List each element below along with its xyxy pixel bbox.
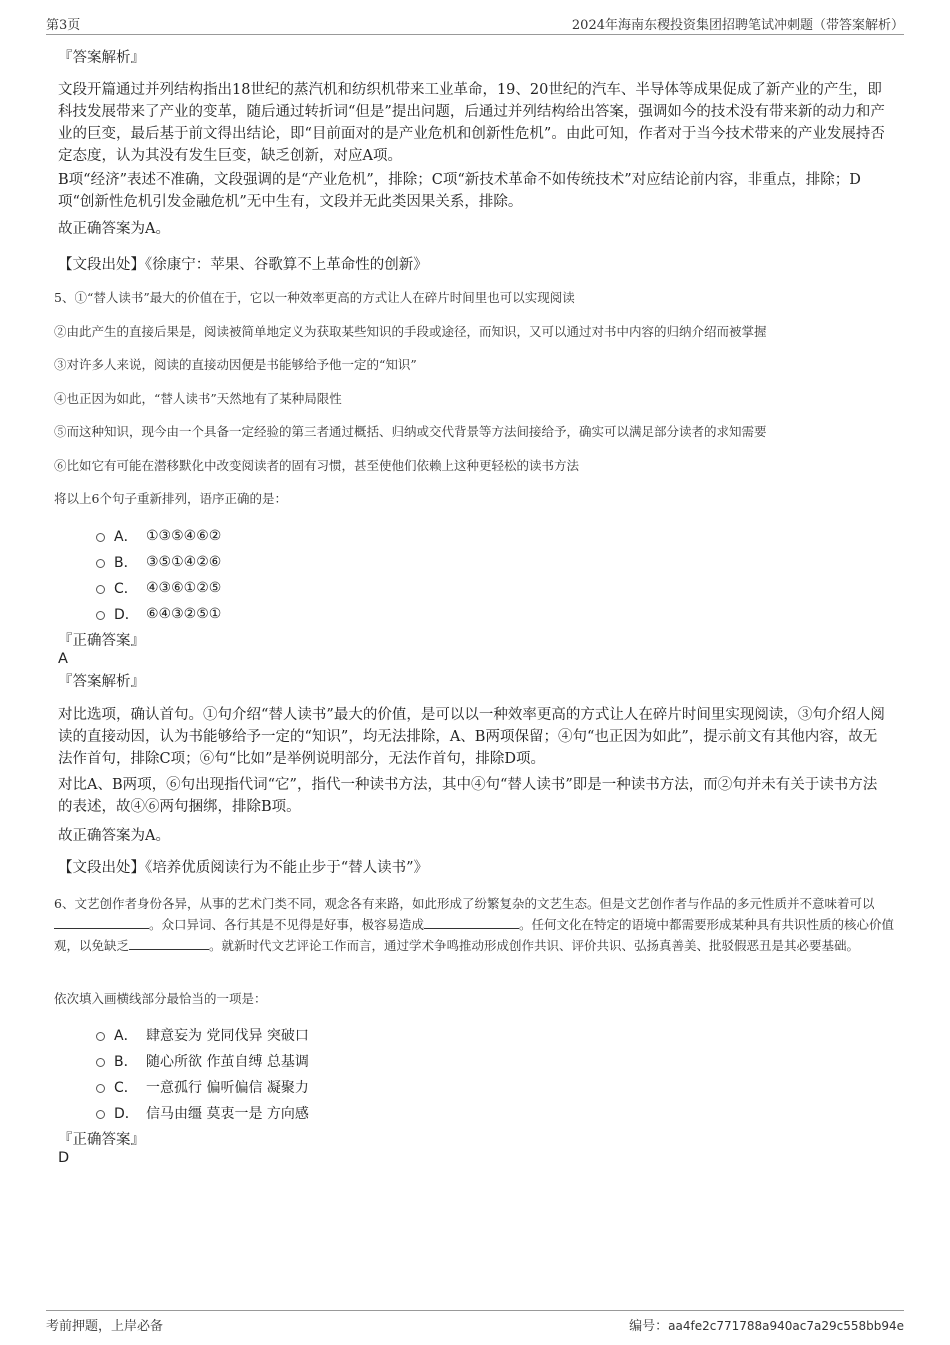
option-text: ③⑤①④②⑥ [146, 554, 222, 570]
document-title: 2024年海南东稷投资集团招聘笔试冲刺题（带答案解析） [571, 18, 904, 33]
option-key: B． [114, 1054, 138, 1070]
q5-conclusion: 故正确答案为A。 [58, 828, 170, 844]
q4-analysis-heading: 『答案解析』 [58, 50, 145, 66]
q6-stem-part-2: 。众口异词、各行其是不见得是好事，极容易造成 [149, 917, 425, 932]
q5-sentence-2: ②由此产生的直接后果是，阅读被简单地定义为获取某些知识的手段或途径，而知识，又可以通过对书中内容的归纳介绍而被掌握 [54, 324, 767, 339]
option-key: B． [114, 555, 138, 571]
fill-blank-2[interactable] [424, 916, 519, 929]
radio-icon[interactable] [96, 585, 105, 594]
q6-option-b[interactable] [96, 1051, 309, 1071]
q5-option-b[interactable] [96, 552, 221, 572]
q5-analysis-p1: 对比选项，确认首句。①句介绍“替人读书”最大的价值，是可以以一种效率更高的方式让人在碎片时间里实现阅读，③句介绍人阅读的直接动因，认为书能够给予一定的“知识”，均无法排除，A、B两项保留；④句“也正因为如此”，提示前文有其他内容，故无法作首句，排除C项；⑥句“比如”是举例说明部分，无法作首句，排除D项。 [58, 707, 885, 767]
q5-sentence-3: ③对许多人来说，阅读的直接动因便是书能够给予他一定的“知识” [54, 357, 417, 372]
option-key: C． [114, 581, 138, 597]
option-text: ①③⑤④⑥② [146, 528, 222, 544]
option-key: A． [114, 1028, 138, 1044]
q6-prompt: 依次填入画横线部分最恰当的一项是： [54, 991, 267, 1006]
q5-option-c[interactable] [96, 578, 221, 598]
option-key: D． [114, 1106, 139, 1122]
q5-analysis-heading: 『答案解析』 [58, 674, 145, 690]
q5-analysis-p2: 对比A、B两项，⑥句出现指代词“它”，指代一种读书方法，其中④句“替人读书”即是一种读书方法，而②句并未有关于读书方法的表述，故④⑥两句捆绑，排除B项。 [58, 777, 878, 815]
q5-sentence-6: ⑥比如它有可能在潜移默化中改变阅读者的固有习惯，甚至使他们依赖上这种更轻松的读书方法 [54, 458, 580, 473]
option-text: 信马由缰 莫衷一是 方向感 [146, 1106, 309, 1122]
q6-option-d[interactable] [96, 1103, 309, 1123]
q6-stem-part-4: 。就新时代文艺评论工作而言，通过学术争鸣推动形成创作共识、评价共识、弘扬真善美、批驳假恶丑是其必要基础。 [209, 938, 860, 953]
q4-conclusion: 故正确答案为A。 [58, 221, 170, 237]
q5-sentence-1: 5、①“替人读书”最大的价值在于，它以一种效率更高的方式让人在碎片时间里也可以实现阅读 [54, 290, 575, 305]
page-footer [46, 1310, 904, 1336]
fill-blank-3[interactable] [129, 937, 209, 950]
fill-blank-1[interactable] [54, 916, 149, 929]
q5-correct-answer: A [58, 651, 68, 667]
q4-analysis-p1: 文段开篇通过并列结构指出18世纪的蒸汽机和纺织机带来工业革命，19、20世纪的汽车、半导体等成果促成了新产业的产生，即科技发展带来了产业的变革，随后通过转折词“但是”提出问题，后通过并列结构给出答案，强调如今的技术没有带来新的动力和产业的巨变，最后基于前文得出结论，即“目前面对的是产业危机和创新性危机”。由此可知，作者对于当今技术带来的产业发展持否定态度，认为其没有发生巨变，缺乏创新，对应A项。 [58, 82, 885, 164]
q6-stem [54, 893, 904, 956]
q5-sentence-4: ④也正因为如此，“替人读书”天然地有了某种局限性 [54, 391, 342, 406]
radio-icon[interactable] [96, 559, 105, 568]
footer-slogan: 考前押题，上岸必备 [46, 1319, 164, 1334]
option-text: ④③⑥①②⑤ [146, 580, 222, 596]
radio-icon[interactable] [96, 1032, 105, 1041]
footer-serial [629, 1315, 904, 1334]
q5-source: 【文段出处】《培养优质阅读行为不能止步于“替人读书”》 [58, 860, 429, 876]
option-text: 一意孤行 偏听偏信 凝聚力 [146, 1080, 309, 1096]
option-text: 随心所欲 作茧自缚 总基调 [146, 1054, 309, 1070]
page-number: 第3页 [46, 18, 81, 33]
option-key: A． [114, 529, 138, 545]
option-text: 肆意妄为 党同伐异 突破口 [146, 1028, 309, 1044]
q5-correct-heading: 『正确答案』 [58, 633, 145, 649]
q6-stem-part-1: 6、文艺创作者身份各异，从事的艺术门类不同，观念各有来路，如此形成了纷繁复杂的文艺生态。但是文艺创作者与作品的多元性质并不意味着可以 [54, 896, 875, 911]
q5-sentence-5: ⑤而这种知识，现今由一个具备一定经验的第三者通过概括、归纳或交代背景等方法间接给予，确实可以满足部分读者的求知需要 [54, 424, 767, 439]
q5-option-a[interactable] [96, 526, 221, 546]
option-key: D． [114, 607, 139, 623]
q6-option-a[interactable] [96, 1025, 309, 1045]
option-key: C． [114, 1080, 138, 1096]
q4-analysis-p2: B项“经济”表述不准确，文段强调的是“产业危机”，排除；C项“新技术革命不如传统技术”对应结论前内容，非重点，排除；D项“创新性危机引发金融危机”无中生有，文段并无此类因果关系，排除。 [58, 172, 861, 210]
radio-icon[interactable] [96, 1084, 105, 1093]
q6-correct-heading: 『正确答案』 [58, 1132, 145, 1148]
serial-code: aa4fe2c771788a940ac7a29c558bb94e [668, 1319, 904, 1333]
q6-option-c[interactable] [96, 1077, 309, 1097]
radio-icon[interactable] [96, 611, 105, 620]
q4-source: 【文段出处】《徐康宁：苹果、谷歌算不上革命性的创新》 [58, 257, 428, 273]
radio-icon[interactable] [96, 1110, 105, 1119]
option-text: ⑥④③②⑤① [146, 606, 222, 622]
q6-correct-answer: D [58, 1150, 70, 1166]
radio-icon[interactable] [96, 1058, 105, 1067]
q5-option-d[interactable] [96, 604, 221, 624]
page-header [46, 14, 904, 35]
radio-icon[interactable] [96, 533, 105, 542]
serial-label: 编号： [629, 1319, 669, 1334]
q6-stem-part-3: 。任何文化在特定的语境中都需要形成某种具有共识性质的核心价值观，以免缺乏 [54, 917, 895, 953]
q5-prompt: 将以上6个句子重新排列，语序正确的是： [54, 491, 287, 506]
